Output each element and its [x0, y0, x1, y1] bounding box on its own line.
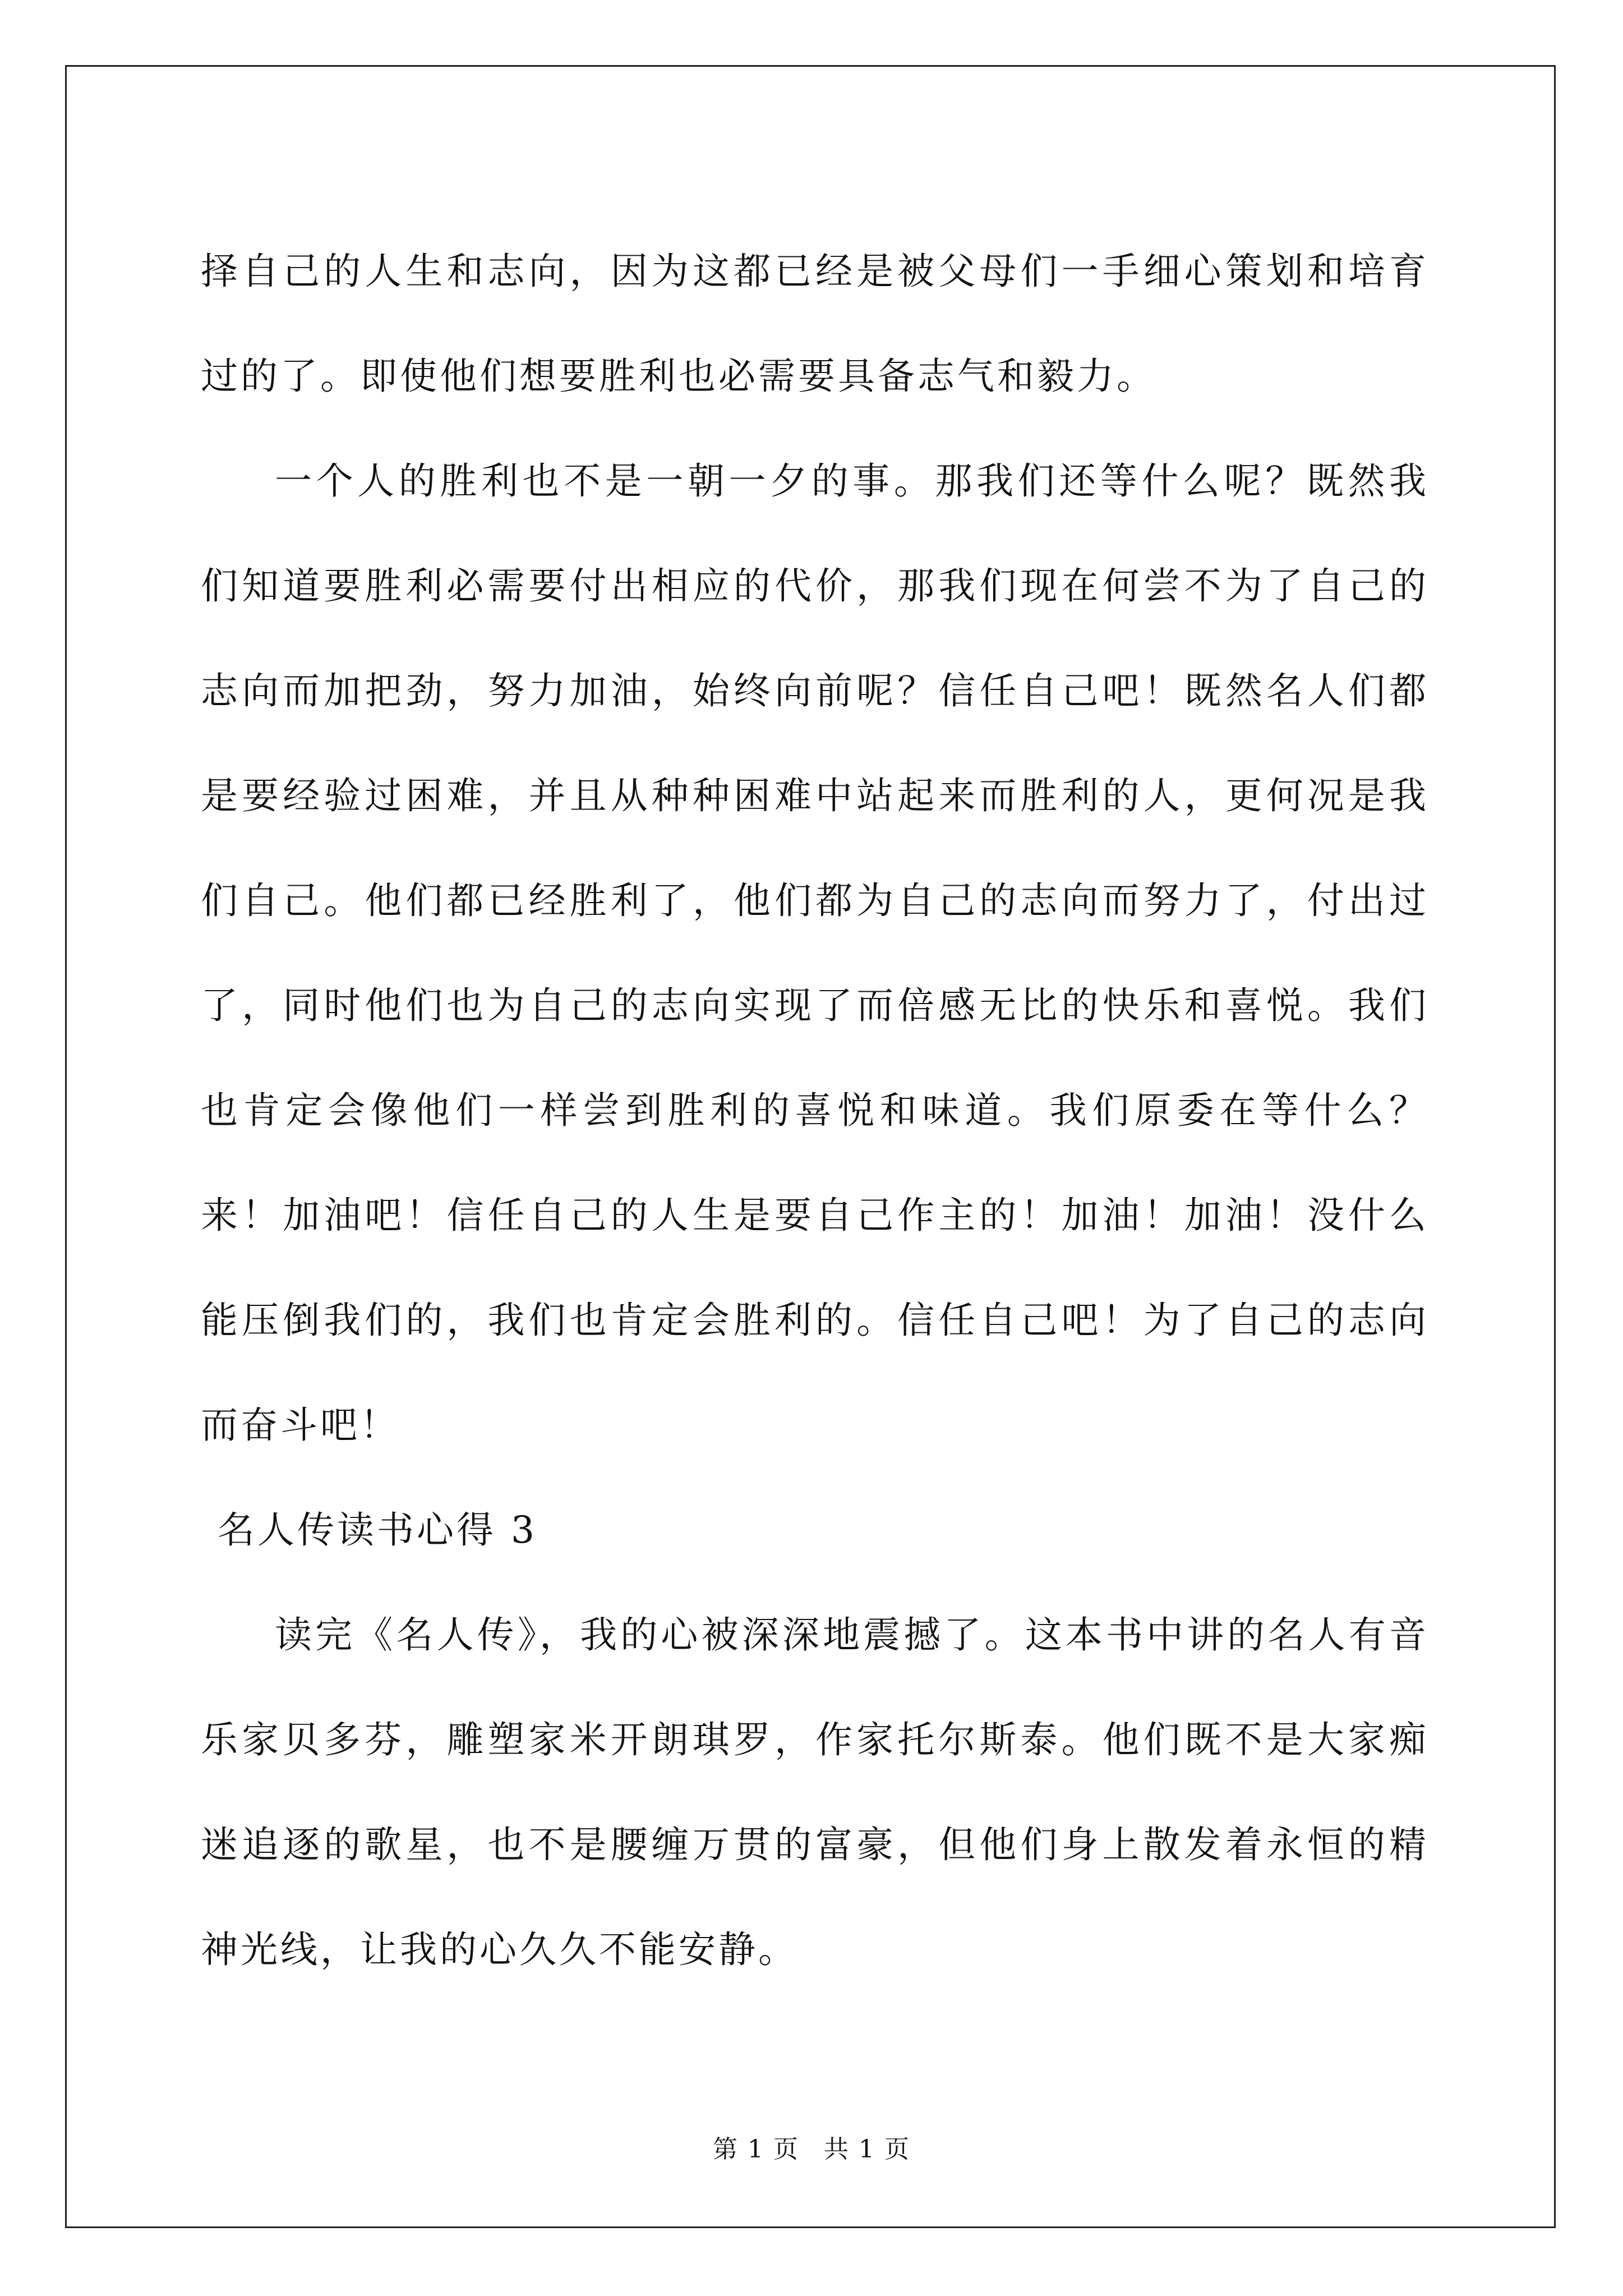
page-number-total: 共 1 页	[824, 2135, 910, 2164]
paragraph-continuation: 择自己的人生和志向，因为这都已经是被父母们一手细心策划和培育过的了。即使他们想要胜利也必需要具备志气和毅力。	[201, 250, 1429, 398]
page-footer	[0, 2129, 1623, 2165]
page-number-current: 第 1 页	[713, 2135, 799, 2164]
paragraph-encouragement: 一个人的胜利也不是一朝一夕的事。那我们还等什么呢？既然我们知道要胜利必需要付出相应的代价，那我们现在何尝不为了自己的志向而加把劲，努力加油，始终向前呢？信任自己吧！既然名人们都是要经验过困难，并且从种种困难中站起来而胜利的人，更何况是我们自己。他们都已经胜利了，他们都为自己的志向而努力了，付出过了，同时他们也为自己的志向实现了而倍感无比的快乐和喜悦。我们也肯定会像他们一样尝到胜利的喜悦和味道。我们原委在等什么？来！加油吧！信任自己的人生是要自己作主的！加油！加油！没什么能压倒我们的，我们也肯定会胜利的。信任自己吧！为了自己的志向而奋斗吧！	[201, 459, 1429, 1447]
document-body	[201, 219, 1429, 2002]
paragraph-reading-notes: 读完《名人传》，我的心被深深地震撼了。这本书中讲的名人有音乐家贝多芬，雕塑家米开朗琪罗，作家托尔斯泰。他们既不是大家痴迷追逐的歌星，也不是腰缠万贯的富豪，但他们身上散发着永恒的精神光线，让我的心久久不能安静。	[201, 1613, 1429, 1971]
section-heading: 名人传读书心得 3	[218, 1508, 537, 1552]
